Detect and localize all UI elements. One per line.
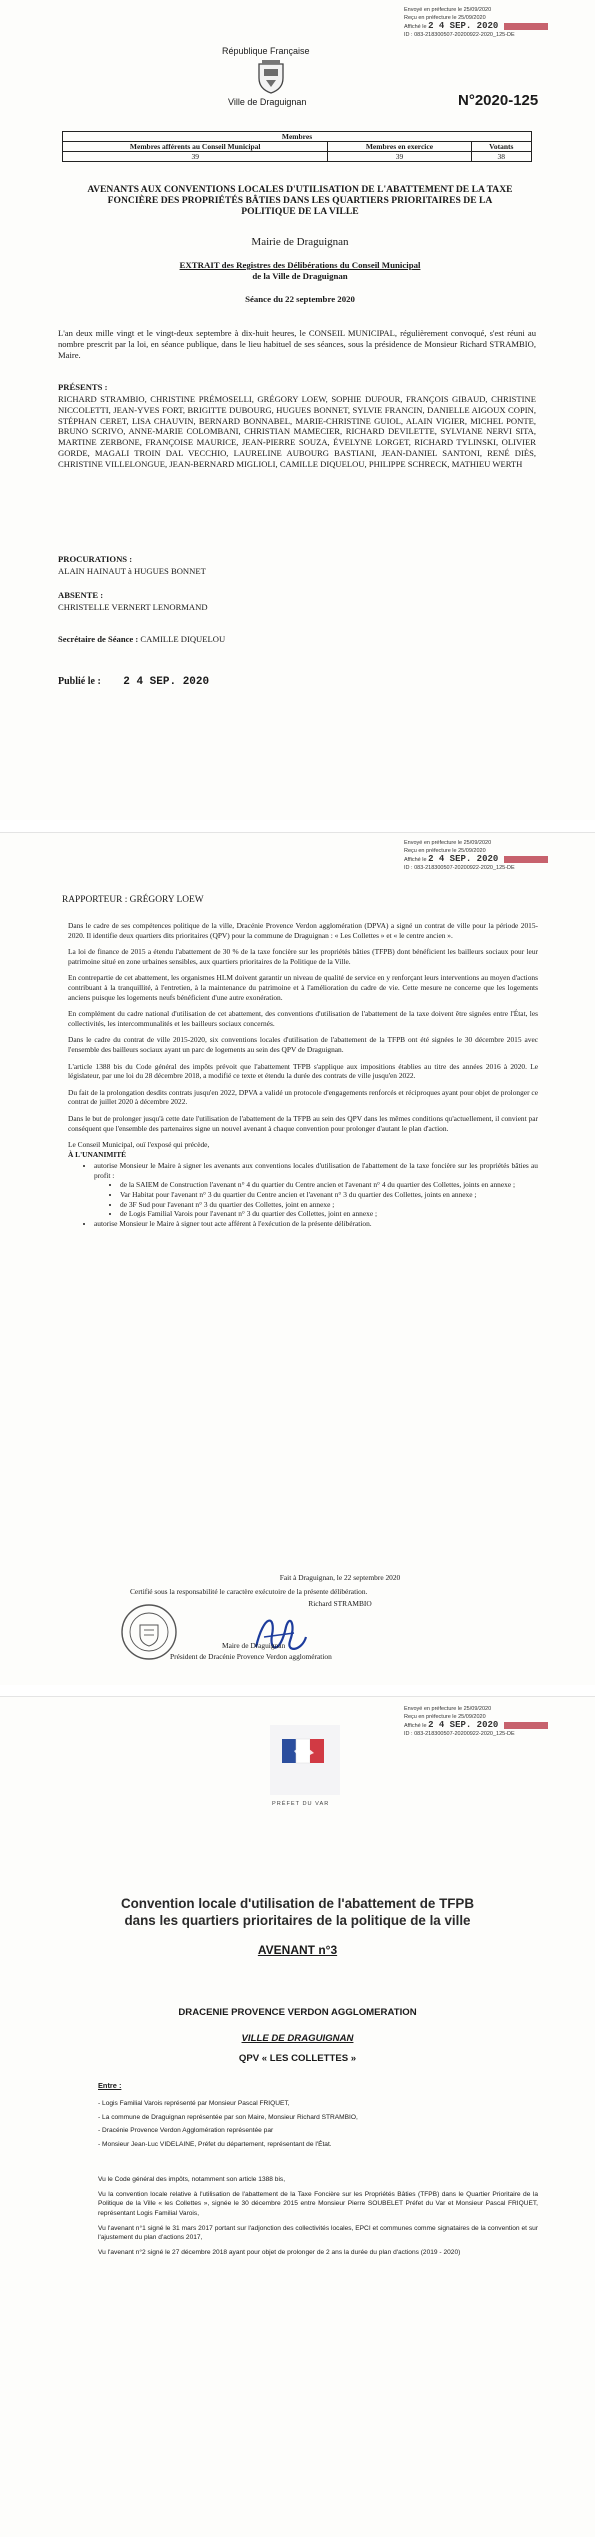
stamp-received-line: Reçu en préfecture le 25/09/2020 bbox=[404, 15, 486, 21]
decision-item: • de la SAIEM de Construction l'avenant n° 4 du quartier du Centre ancien et l'avenant n° 4 du quartier des Collettes, joints en annexe ; bbox=[120, 1180, 538, 1190]
avenant-number: AVENANT n°3 bbox=[257, 1943, 338, 1957]
seance-date: Séance du 22 septembre 2020 bbox=[245, 294, 355, 304]
entre-label: Entre : bbox=[98, 2081, 122, 2090]
decision-list bbox=[68, 1161, 538, 1228]
stamp-posted-date: 2 4 SEP. 2020 bbox=[428, 21, 499, 31]
decision-item: • de Logis Familial Varois pour l'avenant n° 3 du quartier des Collettes, joint en annexe ; bbox=[120, 1209, 538, 1219]
decision-item: • Var Habitat pour l'avenant n° 3 du quartier du Centre ancien et l'avenant n° 3 du quartier des Collettes, joints en annexe ; bbox=[120, 1190, 538, 1200]
report-paragraph: L'article 1388 bis du Code général des impôts prévoit que l'abattement TFPB s'applique aux impositions établies au titre des années 2016 à 2020. Le législateur, par une loi du 28 décembre 2018, a modifié ce texte et étendu la durée des contrats de ville jusqu'en 2022. bbox=[68, 1061, 538, 1081]
parties-list bbox=[98, 2097, 538, 2151]
presents-list: RICHARD STRAMBIO, CHRISTINE PRÉMOSELLI, GRÉGORY LOEW, SOPHIE DUFOUR, FRANÇOIS GIBAUD, CHRISTINE NICCOLETTI, JEAN-YVES FORT, BRIGITTE DUBOURG, HUGUES BONNET, SYLVIE FRANCIN, DANIELLE AIGOUX COPIN, STÉPHAN CERET, LISA CHAUVIN, BERNARD BONNABEL, MARIE-CHRISTINE GUIOL, ALAIN VIGIER, MICHEL PONTE, BRUNO SCRIVO, ANNE-MARIE COLOMBANI, CHRISTIAN MAMECIER, RICHARD DEVILETTE, SYLVIANE NERVI SITA, MARTINE ZERBONE, FRANÇOISE MAURICE, JEAN-PIERRE SOUZA, ÉVELYNE LORGET, RICHARD TYLINSKI, OLIVIER GORDE, MAGALI TROIN DAL VECCHIO, LAURELINE AUBOURG BASTIANI, JEAN-DANIEL SANTONI, RENÉ DIÈS, CHRISTINE VILLELONGUE, JEAN-BERNARD MIGLIOLI, CAMILLE DIQUELOU, PHILIPPE SCHRECK, MATHIEU WERTH bbox=[58, 394, 536, 469]
procurations-label: PROCURATIONS : bbox=[58, 554, 133, 564]
signatory-name: Richard STRAMBIO bbox=[308, 1599, 372, 1608]
convention-title-line: Convention locale d'utilisation de l'abattement de TFPB bbox=[120, 1896, 475, 1911]
certifie-line: Certifié sous la responsabilité le caractère exécutoire de la présente délibération. bbox=[130, 1587, 368, 1596]
stamp-id-line: ID : 083-218300507-20200922-2020_125-DE bbox=[404, 1731, 515, 1737]
vu-item: Vu le Code général des impôts, notamment son article 1388 bis, bbox=[98, 2176, 286, 2183]
convention-title bbox=[60, 1895, 535, 1929]
extrait-line: de la Ville de Draguignan bbox=[252, 270, 348, 281]
stamp-posted-label: Affiché le bbox=[404, 1723, 427, 1729]
vu-item: Vu l'avenant n°1 signé le 31 mars 2017 portant sur l'adjonction des collectivités locales, EPCI et communes comme signataires de la convention et sur l'ajustement du plan d'actions 2017, bbox=[98, 2224, 538, 2242]
members-column-header: Membres afférents au Conseil Municipal bbox=[63, 142, 328, 152]
members-cell: 38 bbox=[471, 152, 531, 162]
conseil-line: Le Conseil Municipal, ouï l'exposé qui précède, bbox=[68, 1140, 210, 1150]
redaction-mark bbox=[504, 1722, 548, 1729]
report-paragraph: La loi de finance de 2015 a étendu l'abattement de 30 % de la taxe foncière sur les propriétés bâties (TFPB) dont bénéficient les bailleurs sociaux pour leur patrimoine situé en zone urbaines sensibles, aux quartiers prioritaires de la Politique de la Ville. bbox=[68, 947, 538, 966]
stamp-posted-date: 2 4 SEP. 2020 bbox=[428, 1720, 499, 1730]
stamp-sent-line: Envoyé en préfecture le 25/09/2020 bbox=[404, 7, 492, 13]
prefecture-stamp bbox=[404, 839, 584, 872]
members-table bbox=[62, 131, 532, 162]
deliberation-number: N°2020-125 bbox=[458, 92, 539, 109]
party-item: - Dracénie Provence Verdon Agglomération représentée par bbox=[98, 2127, 274, 2134]
qpv-label: QPV « LES COLLETTES » bbox=[238, 2053, 357, 2064]
members-column-header: Membres en exercice bbox=[328, 142, 471, 152]
party-item: - Logis Familial Varois représenté par Monsieur Pascal FRIQUET, bbox=[98, 2100, 290, 2107]
stamp-posted-date: 2 4 SEP. 2020 bbox=[428, 854, 499, 864]
secretaire-line bbox=[58, 634, 225, 645]
avenant-page bbox=[0, 1696, 595, 2537]
city-crest-logo bbox=[256, 60, 286, 94]
presents-label: PRÉSENTS : bbox=[58, 382, 108, 392]
report-paragraph: Dans le cadre de ses compétences politique de la ville, Dracénie Provence Verdon agglomération (DPVA) a signé un contrat de ville pour la période 2015-2020. Il identifie deux quartiers dits prioritaires (QPV) pour la commune de Draguignan : « Les Collettes » et « le centre ancien ». bbox=[68, 921, 538, 940]
stamp-posted-label: Affiché le bbox=[404, 857, 427, 863]
report-paragraph: Dans le cadre du contrat de ville 2015-2020, six conventions locales d'utilisation de l'abattement de la TFPB ont été signées le 30 décembre 2015 avec l'ensemble des bailleurs sociaux ayant un parc de logements au sein des QPV de Draguignan. bbox=[68, 1035, 538, 1054]
extrait-line: EXTRAIT des Registres des Délibérations du Conseil Municipal bbox=[179, 260, 421, 270]
stamp-received-line: Reçu en préfecture le 25/09/2020 bbox=[404, 848, 486, 854]
deliberation-page-2 bbox=[0, 832, 595, 1685]
stamp-id-line: ID : 083-218300507-20200922-2020_125-DE bbox=[404, 865, 515, 871]
decision-item: • autorise Monsieur le Maire à signer les avenants aux conventions locales d'utilisation de l'abattement de la taxe foncière sur les propriétés bâties au profit : bbox=[94, 1161, 538, 1180]
vu-item: Vu la convention locale relative à l'utilisation de l'abattement de la Taxe Foncière sur les Propriétés Bâties (TFPB) dans le Quartier Prioritaire de la Politique de la Ville « les Collettes », signée le 30 décembre 2015 entre Monsieur Pierre SOUBELET Préfet du Var et Monsieur Pascal FRIQUET, représentant Logis Familial Varois, bbox=[98, 2191, 538, 2217]
deliberation-title: AVENANTS AUX CONVENTIONS LOCALES D'UTILISATION DE L'ABATTEMENT DE LA TAXE FONCIÈRE DES PROPRIÉTÉS BÂTIES DANS LES QUARTIERS PRIORITAIRES DE LA POLITIQUE DE LA VILLE bbox=[87, 184, 513, 217]
maire-label: Maire de Draguignan bbox=[222, 1641, 286, 1650]
decision-item: • de 3F Sud pour l'avenant n° 3 du quartier des Collettes, joint en annexe ; bbox=[120, 1200, 538, 1210]
procurations-text: ALAIN HAINAUT à HUGUES BONNET bbox=[58, 566, 206, 576]
vu-item: Vu l'avenant n°2 signé le 27 décembre 2018 ayant pour objet de prolonger de 2 ans la durée du plan d'actions (2019 - 2020) bbox=[98, 2249, 461, 2257]
intro-paragraph: L'an deux mille vingt et le vingt-deux septembre à dix-huit heures, le CONSEIL MUNICIPAL, régulièrement convoqué, s'est réuni au nombre prescrit par la loi, en séance publique, dans le lieu habituel de ses séances, sous la présidence de Monsieur Richard STRAMBIO, Maire. bbox=[58, 328, 536, 360]
marianne-logo bbox=[270, 1725, 340, 1795]
secretaire-label: Secrétaire de Séance : bbox=[58, 634, 139, 644]
stamp-id-line: ID : 083-218300507-20200922-2020_125-DE bbox=[404, 32, 515, 38]
agglo-label: DRACENIE PROVENCE VERDON AGGLOMERATION bbox=[178, 2007, 417, 2018]
president-label: Président de Dracénie Provence Verdon agglomération bbox=[170, 1652, 332, 1661]
prefet-label: PRÉFET DU VAR bbox=[272, 1801, 330, 1807]
report-paragraph: Du fait de la prolongation desdits contrats jusqu'en 2022, DPVA a validé un protocole d'engagements renforcés et réciproques ayant pour objet de prolonger ce contrat de juillet 2020 à décembre 2022. bbox=[68, 1087, 538, 1107]
report-body bbox=[68, 921, 538, 1228]
fait-line: Fait à Draguignan, le 22 septembre 2020 bbox=[279, 1573, 401, 1582]
members-table-header: Membres bbox=[63, 132, 532, 142]
stamp-sent-line: Envoyé en préfecture le 25/09/2020 bbox=[404, 1706, 492, 1712]
members-cell: 39 bbox=[328, 152, 471, 162]
members-column-header: Votants bbox=[471, 142, 531, 152]
publie-line bbox=[58, 676, 209, 688]
secretaire-name: CAMILLE DIQUELOU bbox=[140, 634, 226, 644]
report-paragraph: Dans le but de prolonger jusqu'à cette date l'utilisation de l'abattement de la TFPB au sein des QPV dans les mêmes conditions qu'actuellement, il convient par conséquent que l'ensemble des partenaires signe un nouvel avenant à chaque convention pour prolonger d'autant le plan d'action. bbox=[68, 1113, 538, 1133]
ville-label: VILLE DE DRAGUIGNAN bbox=[241, 2033, 354, 2044]
party-item: - Monsieur Jean-Luc VIDELAINE, Préfet du département, représentant de l'État. bbox=[98, 2140, 332, 2148]
absente-text: CHRISTELLE VERNERT LENORMAND bbox=[58, 602, 208, 612]
rapporteur-line: RAPPORTEUR : GRÉGORY LOEW bbox=[62, 895, 204, 905]
mairie-label: Mairie de Draguignan bbox=[251, 236, 349, 248]
stamp-posted-label: Affiché le bbox=[404, 24, 427, 30]
redaction-mark bbox=[504, 23, 548, 30]
stamp-sent-line: Envoyé en préfecture le 25/09/2020 bbox=[404, 840, 492, 846]
absente-label: ABSENTE : bbox=[58, 590, 104, 600]
redaction-mark bbox=[504, 856, 548, 863]
publie-date-stamp: 2 4 SEP. 2020 bbox=[123, 676, 210, 688]
decision-item: • autorise Monsieur le Maire à signer tout acte afférent à l'exécution de la présente délibération. bbox=[94, 1219, 538, 1229]
party-item: - La commune de Draguignan représentée par son Maire, Monsieur Richard STRAMBIO, bbox=[98, 2113, 358, 2121]
publie-label: Publié le : bbox=[58, 676, 101, 687]
vu-list bbox=[98, 2175, 538, 2263]
convention-title-line: dans les quartiers prioritaires de la politique de la ville bbox=[124, 1913, 471, 1928]
prefecture-stamp bbox=[404, 1705, 584, 1738]
stamp-received-line: Reçu en préfecture le 25/09/2020 bbox=[404, 1714, 486, 1720]
members-cell: 39 bbox=[63, 152, 328, 162]
unanimite-label: À L'UNANIMITÉ bbox=[68, 1149, 127, 1159]
extrait-header bbox=[80, 260, 520, 281]
prefecture-stamp bbox=[404, 6, 584, 39]
report-paragraph: En contrepartie de cet abattement, les organismes HLM doivent garantir un niveau de qualité de service en y renforçant leurs interventions au moyen d'actions contribuant à la tranquillité, à l'entretien, à la maintenance du patrimoine et à l'amélioration du cadre de vie. Cette mesure ne concerne que les logements anciens puisque les logements neufs bénéficient d'une autre exonération. bbox=[68, 973, 538, 1002]
republic-label: République Française bbox=[222, 46, 310, 56]
deliberation-page-1 bbox=[0, 0, 595, 820]
city-label: Ville de Draguignan bbox=[228, 97, 307, 107]
report-paragraph: En complément du cadre national d'utilisation de cet abattement, des conventions d'utilisation de l'abattement de la taxe doivent être signées entre l'État, les collectivités, les intercommunalités et les bailleurs sociaux concernés. bbox=[68, 1009, 538, 1028]
